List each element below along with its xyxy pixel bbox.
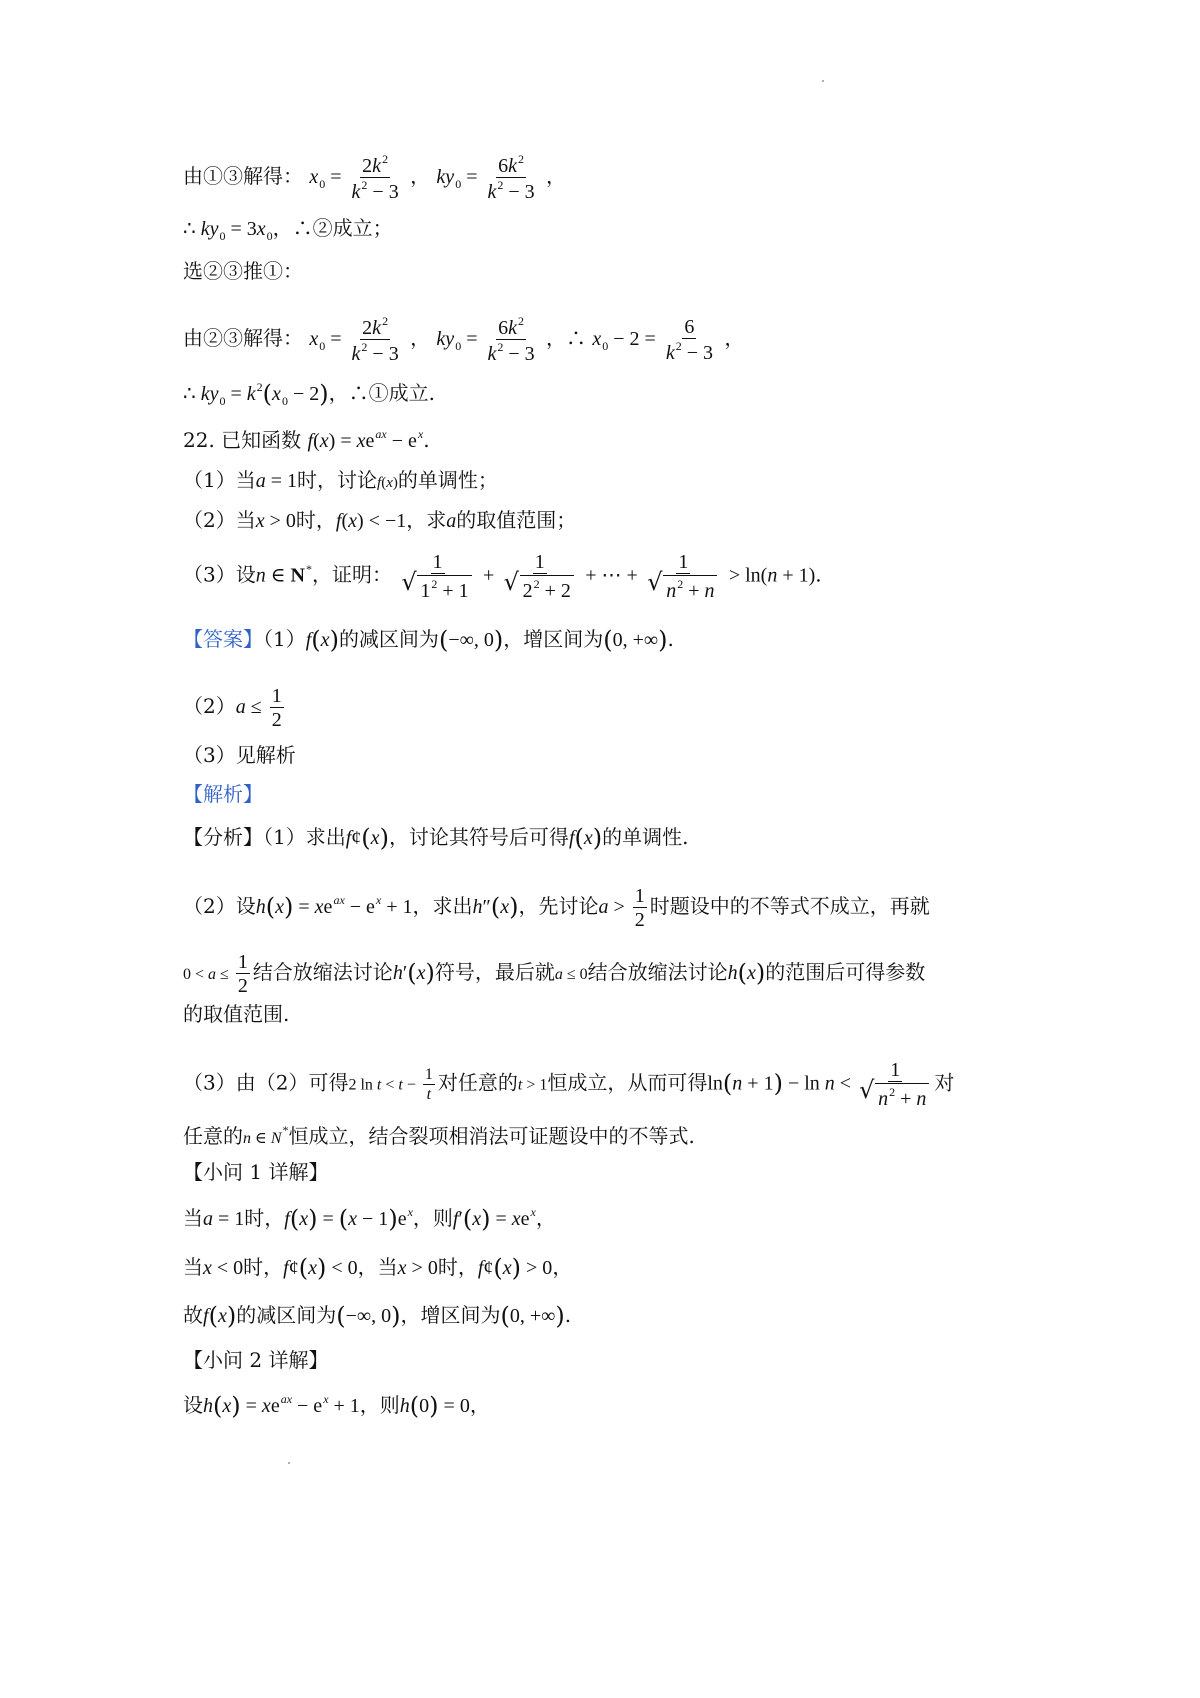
scan-dot-bottom <box>288 1462 290 1464</box>
detail-1-heading: 【小问 1 详解】 <box>183 1160 329 1184</box>
analysis-part-3-cont: 任意的n ∈ N*恒成立，结合裂项相消法可证题设中的不等式. <box>183 1123 695 1148</box>
question-part-1: （1）当a = 1时，讨论f(x)的单调性； <box>183 468 498 492</box>
detail-1-line-3: 故f(x)的减区间为(−∞, 0)，增区间为(0, +∞). <box>183 1302 572 1330</box>
detail-2-line-1: 设$h(x) = xe^{ax} - e^x + 1$，则h(0) = 0， <box>183 1392 490 1420</box>
line-conclude-2: ∴ $ky_0 = 3x_0$，∴②成立； <box>183 216 393 243</box>
analysis-tag: 【解析】 <box>183 782 263 806</box>
question-22-stem: 22. 已知函数 $f(x) = xe^{ax} - e^x$. <box>183 427 430 452</box>
detail-1-line-2: 当x < 0时，f¢(x) < 0，当x > 0时，f¢(x) > 0， <box>183 1254 573 1282</box>
analysis-part-2-cont: 0 < a ≤ $\frac{1}{2}$ 结合放缩法讨论h′(x)符号，最后就a ≤ 0结合放缩法讨论h(x)的范围后可得参数 <box>183 951 926 997</box>
analysis-part-2-end: 的取值范围. <box>183 1002 290 1026</box>
line-solve-13: 由①③解得： $x_0$ = $\frac{2k^2}{k^2 - 3}$ ， $ky_0$ = $\frac{6k^2}{k^2 - 3}$ ， <box>183 152 566 203</box>
answer-part-2: （2）a ≤ $\frac{1}{2}$ <box>183 685 282 731</box>
scan-dot-top <box>822 80 824 82</box>
detail-2-heading: 【小问 2 详解】 <box>183 1348 329 1372</box>
line-solve-23: 由②③解得： $x_0$ = $\frac{2k^2}{k^2 - 3}$ ， $ky_0$ = $\frac{6k^2}{k^2 - 3}$ ，∴ $x_0 - 2$ = $\frac{6}{k^2 - 3}$ ， <box>183 314 745 365</box>
analysis-part-2: （2）设$h(x) = xe^{ax} - e^x + 1$，求出h″(x)，先讨论a > $\frac{1}{2}$ 时题设中的不等式不成立，再就 <box>183 885 930 931</box>
line-choose-23: 选②③推①： <box>183 259 303 283</box>
answer-part-1: 【答案】（1）f(x)的减区间为(−∞, 0)，增区间为(0, +∞). <box>183 626 674 654</box>
analysis-part-3: （3）由（2）可得2 ln t < t − $\frac{1}{t}$ 对任意的t > 1恒成立，从而可得ln(n + 1) − ln n < 1 √ $n^2 + n$ 对 <box>183 1058 954 1110</box>
analysis-part-1: 【分析】（1）求出f¢(x)，讨论其符号后可得f(x)的单调性. <box>183 824 689 852</box>
question-part-2: （2）当x > 0时，f(x) < −1，求a的取值范围； <box>183 508 577 532</box>
answer-tag: 【答案】 <box>183 627 263 651</box>
line-conclude-1: ∴ $ky_0 = k^2(x_0 - 2)$，∴①成立. <box>183 380 435 408</box>
detail-1-line-1: 当a = 1时，$f(x) = (x - 1)e^x$，则$f'(x) = xe^x$， <box>183 1205 556 1233</box>
answer-part-3: （3）见解析 <box>183 743 296 767</box>
question-part-3: （3）设n ∈ N*，证明： 1 √ $1^2 + 1$ + 1 √ $2^2 + 2$ + ⋯ + 1 √ $n^2 + n$ > ln(n + 1). <box>183 550 822 602</box>
